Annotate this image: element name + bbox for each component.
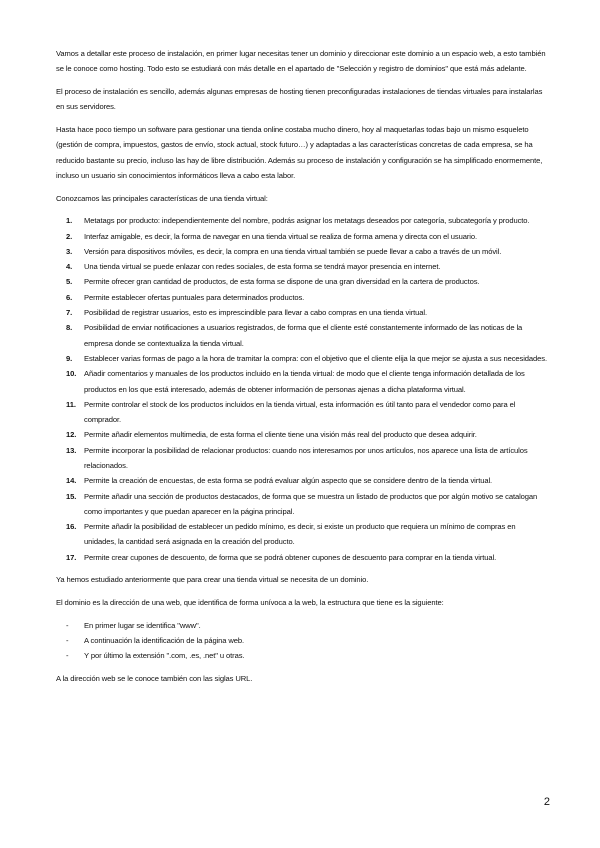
list-item: [56, 618, 548, 633]
installation-paragraph: El proceso de instalación es sencillo, además algunas empresas de hosting tienen preconfiguradas instalaciones de tiendas virtuales para instalarlas en sus servidores.: [56, 86, 543, 112]
list-item: [56, 427, 548, 442]
list-number: 12.: [66, 430, 77, 440]
list-number: 3.: [66, 246, 73, 256]
features-list: [56, 213, 548, 565]
list-text: Posibilidad de enviar notificaciones a usuarios registrados, de forma que el cliente esté constantemente informado de las noticas de la empresa donde se contextualiza la tienda virtual.: [84, 323, 523, 348]
list-number: 14.: [66, 476, 77, 486]
dash-bullet: -: [66, 651, 69, 661]
dash-bullet: -: [66, 636, 69, 646]
list-item: [56, 259, 548, 274]
list-item: [56, 473, 548, 488]
list-item: [56, 274, 548, 289]
list-number: 7.: [66, 308, 73, 318]
list-item: [56, 290, 548, 305]
list-item: [56, 305, 548, 320]
list-item: [56, 633, 548, 648]
features-intro: Conozcamos las principales características de una tienda virtual:: [56, 193, 268, 203]
list-number: 16.: [66, 522, 77, 532]
list-number: 15.: [66, 491, 77, 501]
list-item: [56, 489, 548, 520]
list-number: 13.: [66, 445, 77, 455]
list-number: 4.: [66, 262, 73, 272]
list-text: Establecer varias formas de pago a la hora de tramitar la compra: con el objetivo que el cliente elija la que mejor se ajusta a sus necesidades.: [84, 353, 548, 363]
list-number: 6.: [66, 292, 73, 302]
list-number: 11.: [66, 399, 76, 409]
list-number: 17.: [66, 552, 77, 562]
list-item: [56, 366, 548, 397]
list-text: Una tienda virtual se puede enlazar con redes sociales, de esta forma se tendrá mayor presencia en internet.: [84, 262, 441, 272]
list-text: Interfaz amigable, es decir, la forma de navegar en una tienda virtual se realiza de forma amena y directa con el usuario.: [84, 231, 478, 241]
list-text: Permite la creación de encuestas, de esta forma se podrá evaluar algún aspecto que se considere dentro de la tienda virtual.: [84, 476, 493, 486]
list-text: Y por último la extensión ".com, .es, .net" u otras.: [84, 651, 245, 661]
list-text: Permite añadir elementos multimedia, de esta forma el cliente tiene una visión más real del producto que desea adquirir.: [84, 430, 477, 440]
list-number: 9.: [66, 353, 73, 363]
list-item: [56, 320, 548, 351]
list-number: 10.: [66, 369, 77, 379]
list-text: En primer lugar se identifica "www".: [84, 620, 201, 630]
domain-paragraph: Ya hemos estudiado anteriormente que para crear una tienda virtual se necesita de un dominio.: [56, 575, 369, 585]
list-item: [56, 229, 548, 244]
list-text: Posibilidad de registrar usuarios, esto es imprescindible para llevar a cabo compras en una tienda virtual.: [84, 308, 428, 318]
list-text: Versión para dispositivos móviles, es decir, la compra en una tienda virtual también se puede llevar a cabo a través de un móvil.: [84, 246, 502, 256]
list-text: Permite añadir una sección de productos destacados, de forma que se muestra un listado de productos que por algún motivo se catalogan como importantes y que puedan aparecer en la página principal.: [84, 491, 538, 516]
list-number: 8.: [66, 323, 73, 333]
list-text: Permite establecer ofertas puntuales para determinados productos.: [84, 292, 305, 302]
list-item: [56, 397, 548, 428]
list-item: [56, 351, 548, 366]
domain-structure-paragraph: El dominio es la dirección de una web, que identifica de forma unívoca a la web, la estructura que tiene es la siguiente:: [56, 598, 444, 608]
software-paragraph: Hasta hace poco tiempo un software para gestionar una tienda online costaba mucho dinero, hoy al maquetarlas todas bajo un mismo esqueleto (gestión de compra, impuestos, gastos de envío, stock actual, stock futuro…) y adaptadas a las características concretas de cada empresa, se ha reducido bastante su precio, incluso las hay de libre distribución. Además su proceso de instalación y configuración se ha simplificado enormemente, incluso un usuario sin conocimientos informáticos lleva a cabo esta labor.: [56, 124, 543, 180]
list-text: Permite añadir la posibilidad de establecer un pedido mínimo, es decir, si existe un producto que requiera un mínimo de compras en unidades, la cantidad será asignada en la creación del producto.: [84, 522, 516, 547]
list-number: 2.: [66, 231, 73, 241]
list-item: [56, 213, 548, 228]
list-item: [56, 519, 548, 550]
list-number: 5.: [66, 277, 73, 287]
list-text: A continuación la identificación de la página web.: [84, 636, 245, 646]
list-text: Metatags por producto: independientemente del nombre, podrás asignar los metatags deseados por categoría, subcategoría y producto.: [84, 216, 530, 226]
page-number: 2: [543, 796, 550, 808]
list-text: Permite incorporar la posibilidad de relacionar productos: cuando nos interesamos por unos artículos, nos aparece una lista de artículos relacionados.: [84, 445, 528, 470]
closing-paragraph: A la dirección web se le conoce también con las siglas URL.: [56, 674, 253, 684]
list-item: [56, 550, 548, 565]
list-text: Añadir comentarios y manuales de los productos incluido en la tienda virtual: de modo que el cliente tenga información detallada de los productos en los que está interesado, además de obtener información de personas ajenas a dicha plataforma virtual.: [84, 369, 525, 394]
list-text: Permite controlar el stock de los productos incluidos en la tienda virtual, esta información es útil tanto para el vendedor como para el comprador.: [84, 399, 516, 425]
list-text: Permite crear cupones de descuento, de forma que se podrá obtener cupones de descuento para comprar en la tienda virtual.: [84, 552, 497, 562]
list-item: [56, 648, 548, 663]
list-number: 1.: [66, 216, 73, 226]
intro-paragraph: Vamos a detallar este proceso de instalación, en primer lugar necesitas tener un dominio y direccionar este dominio a un espacio web, a esto también se le conoce como hosting. Todo esto se estudiará con más detalle en el apartado de "Selección y registro de dominios" que está más adelante.: [56, 49, 546, 74]
dash-bullet: -: [66, 620, 69, 630]
list-text: Permite ofrecer gran cantidad de productos, de esta forma se dispone de una gran diversidad en la cartera de productos.: [84, 277, 480, 287]
list-item: [56, 443, 548, 474]
domain-structure-list: [56, 618, 548, 664]
list-item: [56, 244, 548, 259]
page-body: [56, 46, 548, 694]
